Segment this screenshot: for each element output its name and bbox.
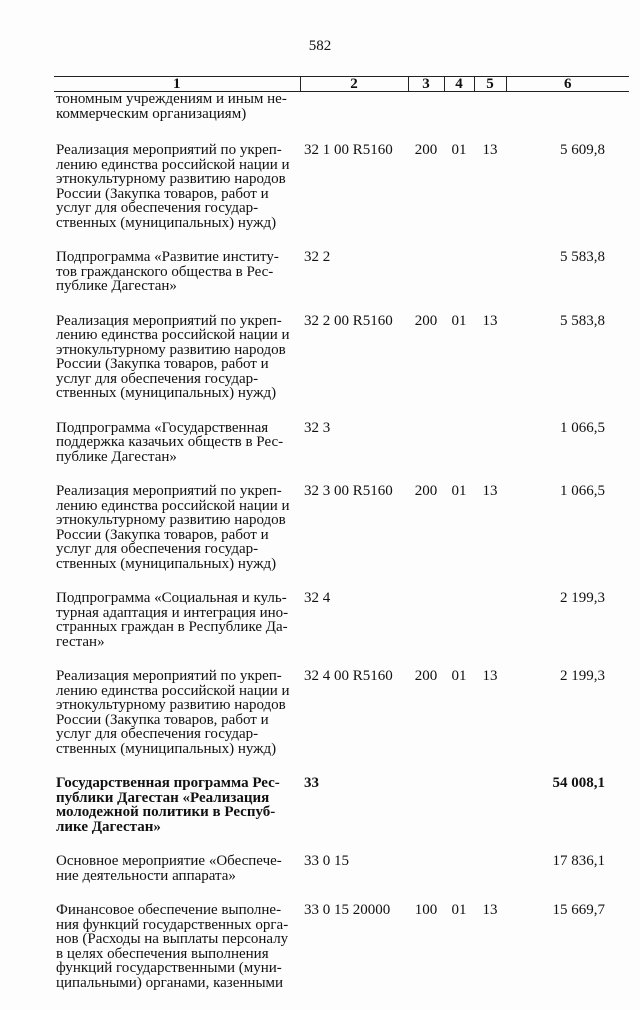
row-code: 32 3 00 R5160 — [300, 484, 408, 591]
row-section: 01 — [444, 669, 474, 776]
row-name: Основное мероприятие «Обеспече-ние деятельности аппарата» — [54, 854, 300, 903]
row-subsection: 13 — [474, 903, 506, 1010]
row-subsection: 13 — [474, 484, 506, 591]
row-code: 32 4 00 R5160 — [300, 669, 408, 776]
row-name: Подпрограмма «Развитие институ-тов гражданского общества в Рес-публике Дагестан» — [54, 250, 300, 314]
row-expense-type: 200 — [408, 669, 444, 776]
table-body — [54, 92, 629, 1010]
row-amount: 2 199,3 — [506, 591, 629, 669]
row-subsection — [474, 250, 506, 314]
table-row — [54, 421, 629, 485]
row-expense-type — [408, 92, 444, 144]
row-expense-type: 200 — [408, 143, 444, 250]
row-subsection — [474, 854, 506, 903]
row-section — [444, 250, 474, 314]
table-row — [54, 669, 629, 776]
row-section — [444, 92, 474, 144]
table-row — [54, 591, 629, 669]
row-expense-type — [408, 776, 444, 854]
row-name: Финансовое обеспечение выполне-ния функций государственных орга-нов (Расходы на выплаты персоналу в целях обеспечения выполнения функций государственными (муни-ципальными) органами, казенными — [54, 903, 300, 1010]
row-name: Реализация мероприятий по укреп-лению единства российской нации и этнокультурному развитию народов России (Закупка товаров, работ и услуг для обеспечения государ-ственных (муниципальных) нужд) — [54, 143, 300, 250]
table-row — [54, 314, 629, 421]
row-name: Подпрограмма «Социальная и куль-турная адаптация и интеграция ино-странных граждан в Республике Да-гестан» — [54, 591, 300, 669]
row-subsection: 13 — [474, 143, 506, 250]
row-section: 01 — [444, 314, 474, 421]
budget-table — [54, 76, 629, 1010]
header-col-5: 5 — [474, 77, 506, 92]
row-amount: 5 609,8 — [506, 143, 629, 250]
row-code: 32 3 — [300, 421, 408, 485]
table-row — [54, 854, 629, 903]
table-header-row — [54, 77, 629, 92]
row-expense-type — [408, 854, 444, 903]
row-amount: 1 066,5 — [506, 421, 629, 485]
row-amount: 15 669,7 — [506, 903, 629, 1010]
row-expense-type: 100 — [408, 903, 444, 1010]
row-code: 33 0 15 — [300, 854, 408, 903]
row-expense-type — [408, 591, 444, 669]
row-section — [444, 591, 474, 669]
row-code: 32 2 — [300, 250, 408, 314]
table-row — [54, 250, 629, 314]
row-subsection: 13 — [474, 669, 506, 776]
header-col-1: 1 — [54, 77, 300, 92]
row-amount: 1 066,5 — [506, 484, 629, 591]
row-section: 01 — [444, 143, 474, 250]
row-section — [444, 776, 474, 854]
table-row — [54, 484, 629, 591]
row-code: 33 — [300, 776, 408, 854]
row-subsection — [474, 591, 506, 669]
row-name: Реализация мероприятий по укреп-лению единства российской нации и этнокультурному развитию народов России (Закупка товаров, работ и услуг для обеспечения государ-ственных (муниципальных) нужд) — [54, 314, 300, 421]
row-expense-type — [408, 421, 444, 485]
row-name: тономным учреждениям и иным не-коммерческим организациям) — [54, 92, 300, 144]
row-expense-type: 200 — [408, 314, 444, 421]
row-amount: 5 583,8 — [506, 314, 629, 421]
row-code — [300, 92, 408, 144]
page-number: 582 — [0, 38, 640, 55]
header-col-2: 2 — [300, 77, 408, 92]
header-col-4: 4 — [444, 77, 474, 92]
row-name: Реализация мероприятий по укреп-лению единства российской нации и этнокультурному развитию народов России (Закупка товаров, работ и услуг для обеспечения государ-ственных (муниципальных) нужд) — [54, 484, 300, 591]
row-subsection — [474, 776, 506, 854]
row-code: 32 2 00 R5160 — [300, 314, 408, 421]
row-amount: 17 836,1 — [506, 854, 629, 903]
row-section — [444, 421, 474, 485]
row-name: Реализация мероприятий по укреп-лению единства российской нации и этнокультурному развитию народов России (Закупка товаров, работ и услуг для обеспечения государ-ственных (муниципальных) нужд) — [54, 669, 300, 776]
row-subsection: 13 — [474, 314, 506, 421]
table-row — [54, 92, 629, 144]
row-subsection — [474, 92, 506, 144]
row-expense-type: 200 — [408, 484, 444, 591]
header-col-3: 3 — [408, 77, 444, 92]
row-name: Государственная программа Рес-публики Дагестан «Реализация молодежной политики в Респуб-лике Дагестан» — [54, 776, 300, 854]
row-subsection — [474, 421, 506, 485]
row-amount: 2 199,3 — [506, 669, 629, 776]
row-section: 01 — [444, 903, 474, 1010]
row-amount — [506, 92, 629, 144]
row-expense-type — [408, 250, 444, 314]
header-col-6: 6 — [506, 77, 629, 92]
table-row — [54, 776, 629, 854]
row-section: 01 — [444, 484, 474, 591]
row-code: 33 0 15 20000 — [300, 903, 408, 1010]
table-row — [54, 143, 629, 250]
row-code: 32 4 — [300, 591, 408, 669]
row-code: 32 1 00 R5160 — [300, 143, 408, 250]
row-name: Подпрограмма «Государственная поддержка казачьих обществ в Рес-публике Дагестан» — [54, 421, 300, 485]
row-section — [444, 854, 474, 903]
row-amount: 5 583,8 — [506, 250, 629, 314]
row-amount: 54 008,1 — [506, 776, 629, 854]
table-row — [54, 903, 629, 1010]
